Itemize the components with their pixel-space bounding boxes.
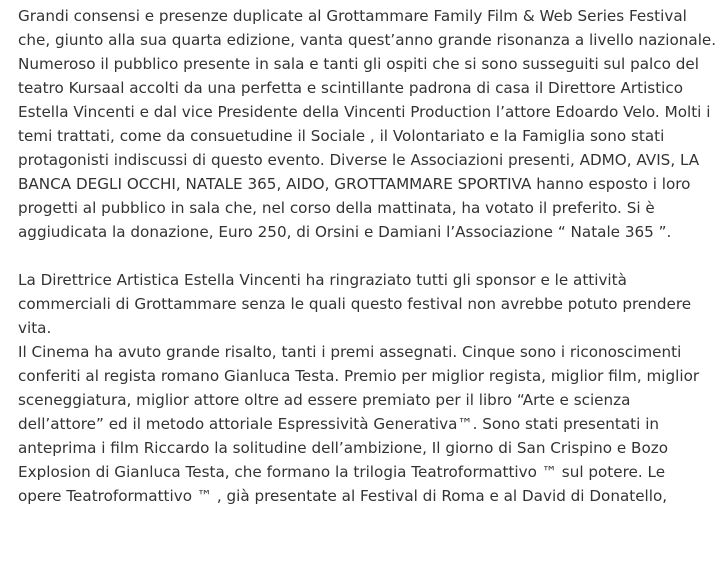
text-line: protagonisti indiscussi di questo evento. Diverse le Associazioni presenti, ADMO, AVIS, LA	[18, 151, 700, 169]
text-line: conferiti al regista romano Gianluca Testa. Premio per miglior regista, miglior film, miglior	[18, 367, 700, 385]
paragraph-festival-overview	[18, 4, 725, 244]
text-line: La Direttrice Artistica Estella Vincenti ha ringraziato tutti gli sponsor e le attività	[18, 271, 627, 289]
text-line: dell’attore” ed il metodo attoriale Espressività Generativa™. Sono stati presentati in	[18, 415, 660, 433]
text-line: Numeroso il pubblico presente in sala e tanti gli ospiti che si sono susseguiti sul palco del	[18, 55, 699, 73]
text-line: vita.	[18, 319, 52, 337]
text-line: Estella Vincenti e dal vice Presidente della Vincenti Production l’attore Edoardo Velo. Molti i	[18, 103, 711, 121]
text-line: Explosion di Gianluca Testa, che formano la trilogia Teatroformattivo ™ sul potere. Le	[18, 463, 666, 481]
paragraph-spacer	[18, 244, 725, 268]
text-line: opere Teatroformattivo ™ , già presentate al Festival di Roma e al David di Donatello,	[18, 487, 668, 505]
text-line: anteprima i film Riccardo la solitudine dell’ambizione, Il giorno di San Crispino e Bozo	[18, 439, 669, 457]
text-line: che, giunto alla sua quarta edizione, vanta quest’anno grande risonanza a livello nazionale.	[18, 31, 717, 49]
text-line: Il Cinema ha avuto grande risalto, tanti i premi assegnati. Cinque sono i riconoscimenti	[18, 343, 682, 361]
text-line: commerciali di Grottammare senza le quali questo festival non avrebbe potuto prendere	[18, 295, 692, 313]
text-line: BANCA DEGLI OCCHI, NATALE 365, AIDO, GROTTAMMARE SPORTIVA hanno esposto i loro	[18, 175, 691, 193]
text-line: sceneggiatura, miglior attore oltre ad essere premiato per il libro “Arte e scienza	[18, 391, 631, 409]
text-line: temi trattati, come da consuetudine il Sociale , il Volontariato e la Famiglia sono stati	[18, 127, 665, 145]
text-line: progetti al pubblico in sala che, nel corso della mattinata, ha votato il preferito. Si è	[18, 199, 655, 217]
text-line: aggiudicata la donazione, Euro 250, di Orsini e Damiani l’Associazione “ Natale 365 ”.	[18, 223, 672, 241]
paragraph-awards	[18, 268, 725, 508]
text-line: Grandi consensi e presenze duplicate al Grottammare Family Film & Web Series Festival	[18, 7, 687, 25]
text-line: teatro Kursaal accolti da una perfetta e scintillante padrona di casa il Direttore Artistico	[18, 79, 684, 97]
